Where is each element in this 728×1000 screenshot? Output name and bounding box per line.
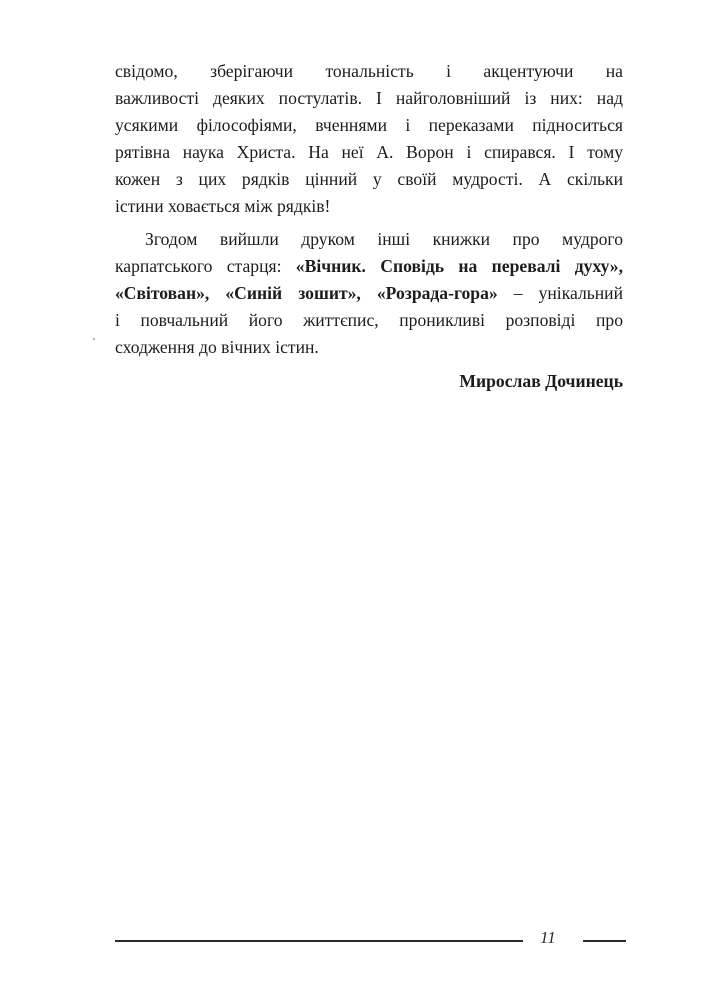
paragraph-1-line-5: кожен з цих рядків цінний у своїй мудрості. А скільки bbox=[115, 169, 623, 189]
author-signature: Мирослав Дочинець bbox=[459, 371, 623, 391]
paragraph-2-line-3 bbox=[115, 280, 623, 307]
paragraph-1 bbox=[115, 58, 623, 220]
book-title-vichnyk: «Вічник. Сповідь на перевалі духу», bbox=[295, 256, 623, 276]
paragraph-2-line-2 bbox=[115, 253, 623, 280]
paragraph-1-line-2: важливості деяких постулатів. І найголовніший із них: над bbox=[115, 88, 623, 108]
paragraph-2-line-4: і повчальний його життєпис, проникливі розповіді про bbox=[115, 310, 623, 330]
book-titles-list: «Світован», «Синій зошит», «Розрада-гора» bbox=[115, 283, 498, 303]
paragraph-2-line-3-text: – унікальний bbox=[497, 283, 623, 303]
paragraph-2-line-2-text: карпатського старця: bbox=[115, 256, 296, 276]
paragraph-2-line-5: сходження до вічних істин. bbox=[115, 337, 319, 357]
paragraph-1-line-3: усякими філософіями, вченнями і переказами підноситься bbox=[115, 115, 623, 135]
footer-rule-right bbox=[583, 940, 626, 942]
paragraph-2-line-1: Згодом вийшли друком інші книжки про мудрого bbox=[145, 229, 623, 249]
paragraph-1-line-6: істини ховається між рядків! bbox=[115, 196, 331, 216]
page-number: 11 bbox=[540, 928, 556, 947]
scan-speck bbox=[93, 338, 95, 340]
paragraph-1-line-1: свідомо, зберігаючи тональність і акцентуючи на bbox=[115, 61, 623, 81]
footer-rule-left bbox=[115, 940, 523, 942]
paragraph-1-line-4: рятівна наука Христа. На неї А. Ворон і спирався. І тому bbox=[115, 142, 623, 162]
paragraph-2 bbox=[115, 226, 623, 361]
